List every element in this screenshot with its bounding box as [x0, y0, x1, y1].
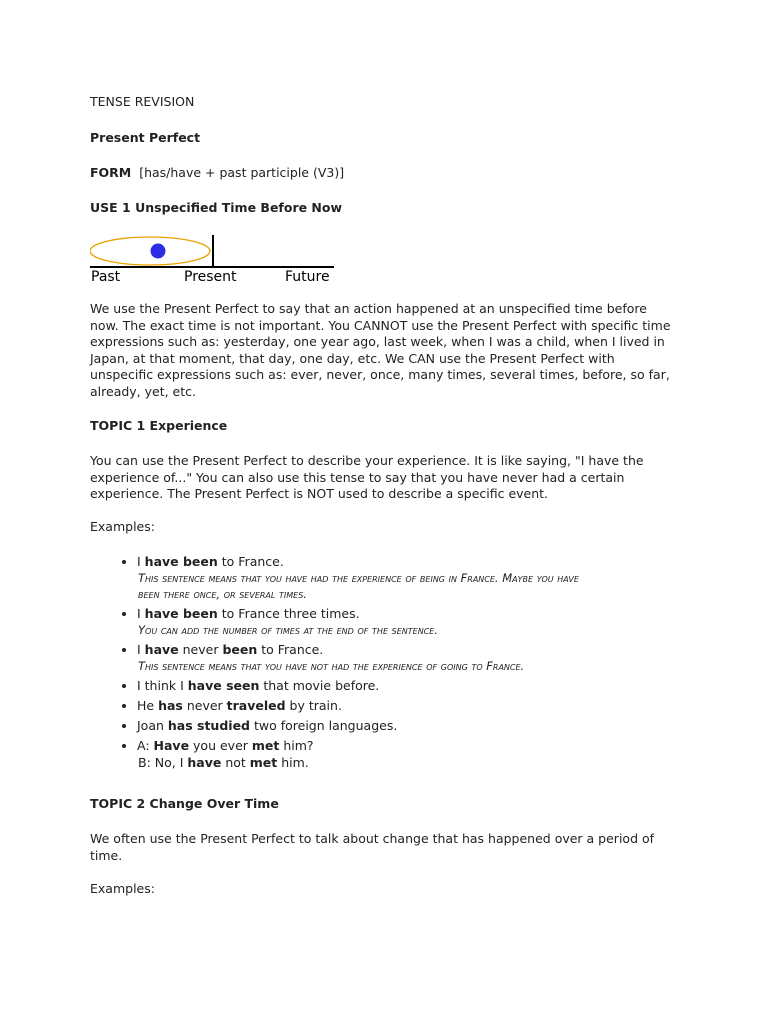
paragraph-line: expressions such as: yesterday, one year ago, last week, when I was a child, when I lived in — [90, 334, 665, 349]
document-heading: TENSE REVISION — [90, 94, 195, 109]
timeline-past-label: Past — [91, 269, 121, 285]
example-verb: met — [251, 738, 280, 753]
example-verb: Have — [153, 738, 190, 753]
list-item — [137, 641, 697, 674]
example-text: him? — [279, 738, 314, 753]
example-note-line: This sentence means that you have had the experience of being in France. Maybe you have — [138, 571, 579, 585]
list-item — [137, 717, 697, 734]
paragraph-line: now. The exact time is not important. You CANNOT use the Present Perfect with specific time — [90, 317, 671, 333]
example-verb: has — [158, 698, 183, 713]
example-text: that movie before. — [259, 678, 380, 693]
example-note — [138, 570, 697, 602]
timeline-future-label: Future — [285, 269, 330, 285]
list-item — [137, 737, 697, 771]
paragraph-line: experience. The Present Perfect is NOT used to describe a specific event. — [90, 486, 549, 501]
timeline-present-label: Present — [184, 269, 237, 285]
example-verb: have seen — [187, 678, 260, 693]
example-verb: has studied — [167, 718, 250, 733]
example-text: He — [137, 698, 159, 713]
example-text: to France three times. — [217, 606, 360, 621]
example-text: I — [137, 606, 145, 621]
form-text: [has/have + past participle (V3)] — [139, 165, 345, 180]
paragraph-line: unspecific expressions such as: ever, never, once, many times, several times, before, so far, — [90, 367, 670, 382]
timeline-ellipse — [90, 237, 210, 265]
example-verb: have — [144, 642, 179, 657]
example-note-line: been there once, or several times. — [138, 587, 307, 601]
paragraph-line: We use the Present Perfect to say that an action happened at an unspecified time before — [90, 301, 647, 316]
list-item — [137, 553, 697, 602]
timeline-dot — [151, 244, 166, 259]
example-text: by train. — [285, 698, 342, 713]
paragraph-line: You can use the Present Perfect to describe your experience. It is like saying, "I have the — [90, 453, 644, 468]
list-item — [137, 697, 697, 714]
section-title: Present Perfect — [90, 130, 201, 145]
examples-list — [116, 553, 697, 774]
example-text: Joan — [137, 718, 168, 733]
paragraph-line: Japan, at that moment, that day, one day, etc. We CAN use the Present Perfect with — [90, 350, 615, 366]
list-item — [137, 677, 697, 694]
example-verb: have been — [144, 606, 218, 621]
example-text: B: No, I — [138, 755, 188, 770]
example-text: never — [178, 642, 223, 657]
example-text: A: — [137, 738, 154, 753]
example-text: to France. — [217, 554, 284, 569]
paragraph-experience — [90, 453, 698, 503]
example-text: never — [182, 698, 227, 713]
example-note: This sentence means that you have not had the experience of going to France. — [138, 659, 525, 673]
example-text: not — [221, 755, 250, 770]
example-text: him. — [277, 755, 309, 770]
example-verb: been — [222, 642, 258, 657]
example-answer — [138, 754, 697, 771]
example-text: I — [137, 642, 145, 657]
form-line — [90, 165, 698, 182]
list-item — [137, 605, 697, 638]
example-text: to France. — [257, 642, 324, 657]
example-verb: traveled — [226, 698, 286, 713]
use1-heading: USE 1 Unspecified Time Before Now — [90, 200, 343, 215]
example-text: I — [137, 554, 145, 569]
paragraph-line: experience of..." You can also use this tense to say that you have never had a certain — [90, 469, 625, 485]
examples-label-2: Examples: — [90, 881, 155, 896]
paragraph-change-over-time — [90, 831, 698, 864]
paragraph-line: time. — [90, 847, 123, 863]
form-label: FORM — [90, 165, 132, 180]
paragraph-line: We often use the Present Perfect to talk about change that has happened over a period of — [90, 831, 655, 846]
example-text: two foreign languages. — [250, 718, 398, 733]
example-text: I think I — [137, 678, 188, 693]
example-note: You can add the number of times at the end of the sentence. — [138, 623, 438, 637]
topic1-heading: TOPIC 1 Experience — [90, 418, 228, 433]
example-text: you ever — [189, 738, 252, 753]
example-verb: have been — [144, 554, 218, 569]
example-verb: have — [187, 755, 222, 770]
example-verb: met — [249, 755, 278, 770]
paragraph-unspecified-time — [90, 301, 698, 400]
topic2-heading: TOPIC 2 Change Over Time — [90, 796, 279, 811]
paragraph-line: already, yet, etc. — [90, 383, 196, 399]
examples-label: Examples: — [90, 519, 155, 534]
timeline-diagram — [90, 230, 340, 286]
